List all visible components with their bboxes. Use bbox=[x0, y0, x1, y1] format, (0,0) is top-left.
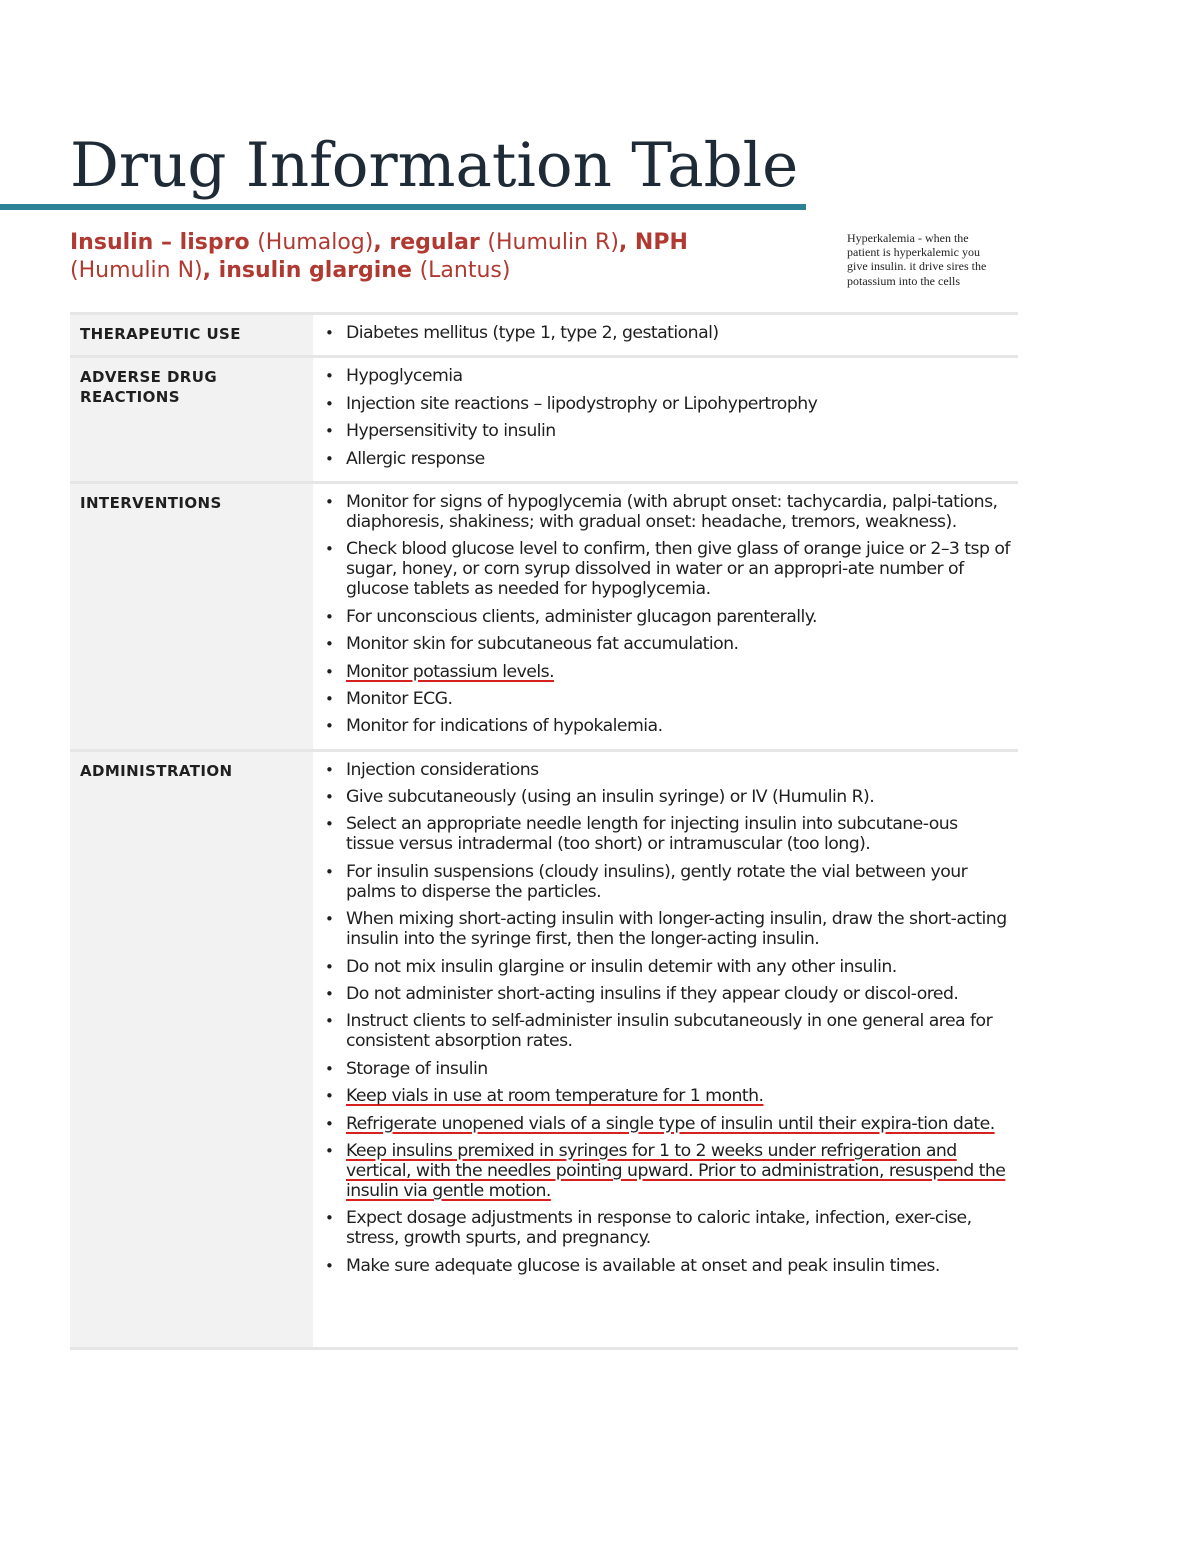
list-item: • Monitor ECG. bbox=[313, 689, 1018, 709]
list-item: • Hypoglycemia bbox=[313, 366, 1018, 386]
list-item: • Do not mix insulin glargine or insulin detemir with any other insulin. bbox=[313, 957, 1018, 977]
list-item: • Make sure adequate glucose is available at onset and peak insulin times. bbox=[313, 1256, 1018, 1276]
list-item: • Check blood glucose level to confirm, then give glass of orange juice or 2–3 tsp of sugar, honey, or corn syrup dissolved in water or an appropri-ate number of glucose tablets as needed for hypoglycemia. bbox=[313, 539, 1018, 599]
list-item: • Select an appropriate needle length for injecting insulin into subcutane-ous tissue versus intradermal (too short) or intramuscular (too long). bbox=[313, 814, 1018, 854]
drug-name-heading bbox=[70, 229, 790, 285]
drug-info-table bbox=[70, 312, 1018, 1350]
list-item: • Monitor for indications of hypokalemia. bbox=[313, 716, 1018, 736]
list-item: • For unconscious clients, administer glucagon parenterally. bbox=[313, 607, 1018, 627]
bullet-list bbox=[313, 760, 1018, 1276]
list-item-underlined: • Monitor potassium levels. bbox=[313, 662, 1018, 682]
list-item: • Monitor for signs of hypoglycemia (with abrupt onset: tachycardia, palpi-tations, diaphoresis, shakiness; with gradual onset: headache, tremors, weakness). bbox=[313, 492, 1018, 532]
list-item: • Diabetes mellitus (type 1, type 2, gestational) bbox=[313, 323, 1018, 343]
row-label: ADMINISTRATION bbox=[70, 750, 313, 1348]
table-row-therapeutic-use bbox=[70, 314, 1018, 357]
list-item: • Hypersensitivity to insulin bbox=[313, 421, 1018, 441]
drug-name-part: , NPH bbox=[618, 230, 688, 255]
list-item: • Monitor skin for subcutaneous fat accumulation. bbox=[313, 634, 1018, 654]
list-item: • Injection considerations bbox=[313, 760, 1018, 780]
row-label: THERAPEUTIC USE bbox=[70, 314, 313, 357]
drug-name-part: Insulin – lispro bbox=[70, 230, 258, 255]
drug-name-part: , regular bbox=[373, 230, 488, 255]
row-content bbox=[313, 482, 1018, 750]
drug-name-part: , insulin glargine bbox=[202, 258, 420, 283]
drug-brand-humalog: (Humalog) bbox=[257, 230, 374, 255]
table-row-adverse-reactions bbox=[70, 357, 1018, 483]
list-item-underlined: • Keep insulins premixed in syringes for 1 to 2 weeks under refrigeration and vertical, with the needles pointing upward. Prior to administration, resuspend the insulin via gentle motion. bbox=[313, 1141, 1018, 1201]
row-label: ADVERSE DRUG REACTIONS bbox=[70, 357, 313, 483]
list-item: • For insulin suspensions (cloudy insulins), gently rotate the vial between your palms to disperse the particles. bbox=[313, 862, 1018, 902]
row-content bbox=[313, 750, 1018, 1348]
bullet-list bbox=[313, 366, 1018, 468]
table-row-interventions bbox=[70, 482, 1018, 750]
drug-brand-lantus: (Lantus) bbox=[419, 258, 511, 283]
list-item: • Injection site reactions – lipodystrophy or Lipohypertrophy bbox=[313, 394, 1018, 414]
list-item: • Allergic response bbox=[313, 449, 1018, 469]
page-title: Drug Information Table bbox=[70, 130, 799, 201]
handwritten-margin-note: Hyperkalemia - when the patient is hyperkalemic you give insulin. it drive sires the potassium into the cells bbox=[847, 231, 987, 288]
list-item-underlined: • Keep vials in use at room temperature for 1 month. bbox=[313, 1086, 1018, 1106]
list-item: • Do not administer short-acting insulins if they appear cloudy or discol-ored. bbox=[313, 984, 1018, 1004]
row-content bbox=[313, 357, 1018, 483]
bullet-list bbox=[313, 492, 1018, 736]
title-rule bbox=[0, 204, 806, 210]
list-item: • When mixing short-acting insulin with longer-acting insulin, draw the short-acting insulin into the syringe first, then the longer-acting insulin. bbox=[313, 909, 1018, 949]
list-item: • Storage of insulin bbox=[313, 1059, 1018, 1079]
list-item: • Instruct clients to self-administer insulin subcutaneously in one general area for consistent absorption rates. bbox=[313, 1011, 1018, 1051]
list-item: • Give subcutaneously (using an insulin syringe) or IV (Humulin R). bbox=[313, 787, 1018, 807]
row-label: INTERVENTIONS bbox=[70, 482, 313, 750]
row-content bbox=[313, 314, 1018, 357]
drug-brand-humulin-r: (Humulin R) bbox=[487, 230, 619, 255]
list-item: • Expect dosage adjustments in response to caloric intake, infection, exer-cise, stress, growth spurts, and pregnancy. bbox=[313, 1208, 1018, 1248]
list-item-underlined: • Refrigerate unopened vials of a single type of insulin until their expira-tion date. bbox=[313, 1114, 1018, 1134]
bullet-list bbox=[313, 323, 1018, 343]
table-row-administration bbox=[70, 750, 1018, 1348]
drug-brand-humulin-n: (Humulin N) bbox=[70, 258, 203, 283]
